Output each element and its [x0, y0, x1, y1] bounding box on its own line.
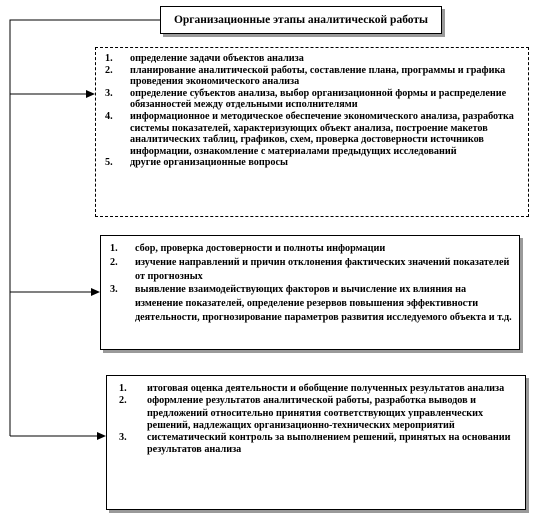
item-text: систематический контроль за выполнением решений, принятых на основании результатов анализа [147, 432, 511, 456]
item-number: 3. [105, 87, 113, 99]
diagram-title: Организационные этапы аналитической работы [173, 14, 429, 26]
list-item [110, 283, 513, 324]
stage2-list [110, 242, 513, 325]
stage3-list [119, 383, 517, 457]
list-item [119, 383, 517, 395]
item-number: 3. [119, 432, 127, 444]
item-number: 4. [105, 110, 113, 122]
list-item [110, 242, 513, 256]
list-item [105, 53, 520, 65]
list-item [105, 111, 520, 157]
item-number: 2. [110, 256, 118, 268]
item-text: итоговая оценка деятельности и обобщение полученных результатов анализа [147, 383, 505, 394]
item-text: сбор, проверка достоверности и полноты информации [135, 243, 386, 254]
item-number: 5. [105, 157, 113, 169]
diagram-title-box [160, 6, 442, 34]
item-number: 2. [105, 64, 113, 76]
item-text: информационное и методическое обеспечение экономического анализа, разработка системы показателей, характеризующих объект анализа, построение макетов аналитических таблиц, графиков, схем, проверка достоверности источников информации, ознакомление с материалами предыдущих исследований [130, 110, 514, 157]
list-item [119, 395, 517, 432]
stage1-box [95, 47, 529, 217]
item-text: определение задачи объектов анализа [130, 53, 304, 64]
list-item [119, 432, 517, 457]
list-item [110, 256, 513, 284]
arrowhead-stage1 [86, 90, 95, 98]
item-text: определение субъектов анализа, выбор организационной формы и распределение обязанностей между отдельными исполнителями [130, 87, 507, 111]
list-item [105, 157, 520, 169]
stage2-box [100, 235, 520, 350]
list-item [105, 88, 520, 111]
list-item [105, 65, 520, 88]
item-text: изучение направлений и причин отклонения фактических значений показателей от прогнозных [135, 256, 510, 282]
stage1-list [105, 53, 520, 169]
stage3-box [106, 375, 526, 510]
arrowhead-stage3 [97, 432, 106, 440]
item-text: выявление взаимодействующих факторов и вычисление их влияния на изменение показателей, определение резервов повышения эффективности деятельности, прогнозирование параметров развития исследуемого объекта и т.д. [135, 284, 512, 323]
item-number: 1. [105, 53, 113, 64]
item-number: 3. [110, 284, 118, 296]
item-number: 2. [119, 395, 127, 407]
item-number: 1. [110, 243, 118, 254]
item-text: оформление результатов аналитической работы, разработка выводов и предложений относительно принятия соответствующих управленческих решений, надлежащих организационно-технических мероприятий [147, 395, 484, 431]
arrowhead-stage2 [91, 288, 100, 296]
item-text: другие организационные вопросы [130, 157, 288, 169]
item-number: 1. [119, 383, 127, 394]
item-text: планирование аналитической работы, составление плана, программы и графика проведения экономического анализа [130, 64, 506, 88]
